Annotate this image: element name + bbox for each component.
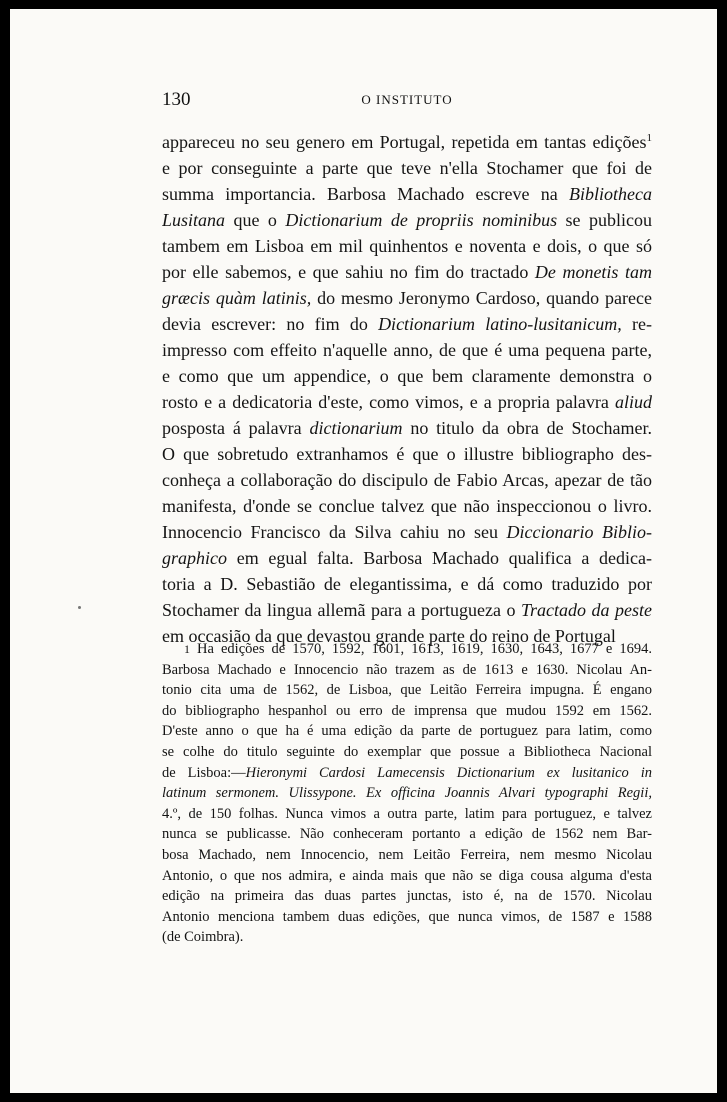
footnote-line: latinum sermonem. Ulissypone. Ex officina Joannis Alvari typographi Regii, <box>162 785 652 802</box>
body-line: impresso com effeito n'aquelle anno, de que é uma pequena parte, <box>162 340 652 360</box>
book-page <box>10 9 717 1093</box>
body-line: manifesta, d'onde se conclue talvez que não inspeccionou o livro. <box>162 496 652 516</box>
footnote-line: 1 Ha edições de 1570, 1592, 1601, 1613, 1619, 1630, 1643, 1677 e 1694. <box>184 641 652 657</box>
body-text <box>162 129 652 649</box>
footnote-line: Antonio menciona tambem duas edições, que nunca vimos, de 1587 e 1588 <box>162 908 652 925</box>
body-line: posposta á palavra dictionarium no titulo da obra de Stochamer. <box>162 418 652 438</box>
body-line: e como que um appendice, o que bem claramente demonstra o <box>162 366 652 386</box>
body-line: summa importancia. Barbosa Machado escreve na Bibliotheca <box>162 184 652 204</box>
body-line: rosto e a dedicatoria d'este, como vimos, e a propria palavra aliud <box>162 392 652 412</box>
running-title: O INSTITUTO <box>361 92 453 107</box>
body-line: graphico em egual falta. Barbosa Machado qualifica a dedica- <box>162 548 652 568</box>
footnotes <box>162 639 652 948</box>
body-line: conheça a collaboração do discipulo de Fabio Arcas, apezar de tão <box>162 470 652 490</box>
footnote-line: 4.º, de 150 folhas. Nunca vimos a outra parte, latim para portuguez, e talvez <box>162 805 652 822</box>
body-line: toria a D. Sebastião de elegantissima, e dá como traduzido por <box>162 574 652 594</box>
footnote-line: (de Coimbra). <box>162 929 244 946</box>
footnote-line: edição na primeira das duas partes junctas, isto é, na de 1570. Nicolau <box>162 888 652 905</box>
body-line: Lusitana que o Dictionarium de propriis nominibus se publicou <box>162 210 652 230</box>
footnote-line: Barbosa Machado e Innocencio não trazem as de 1613 e 1630. Nicolau An- <box>162 661 652 678</box>
footnote-line: nunca se publicasse. Não conheceram portanto a edição de 1562 nem Bar- <box>162 826 652 843</box>
footnote-line: do bibliographo hespanhol ou erro de imprensa que mudou 1592 em 1562. <box>162 702 652 719</box>
footnote-reference: 1 <box>646 132 652 144</box>
body-line: O que sobretudo extranhamos é que o illustre bibliographo des- <box>162 444 652 464</box>
footnote-line: bosa Machado, nem Innocencio, nem Leitão Ferreira, nem mesmo Nicolau <box>162 846 652 863</box>
body-line: devia escrever: no fim do Dictionarium latino-lusitanicum, re- <box>162 314 652 334</box>
footnote-line: de Lisboa:—Hieronymi Cardosi Lamecensis Dictionarium ex lusitanico in <box>162 764 652 781</box>
footnote-line: tonio cita uma de 1562, de Lisboa, que Leitão Ferreira impugna. É engano <box>162 682 652 699</box>
footnote-line: Antonio, o que nos admira, e ainda mais que não se diga cousa alguma d'esta <box>162 867 652 884</box>
page-number: 130 <box>162 89 191 110</box>
body-line: e por conseguinte a parte que teve n'ella Stochamer que foi de <box>162 158 652 178</box>
body-line: por elle sabemos, e que sahiu no fim do tractado De monetis tam <box>162 262 652 282</box>
body-line: appareceu no seu genero em Portugal, repetida em tantas edições$^1$ <box>162 132 652 152</box>
body-line: em occasião da que devastou grande parte do reino de Portugal <box>162 626 616 646</box>
footnote-number: 1 <box>184 642 190 656</box>
footnote-line: se colhe do titulo seguinte do exemplar que possue a Bibliotheca Nacional <box>162 743 652 760</box>
body-line: græcis quàm latinis, do mesmo Jeronymo Cardoso, quando parece <box>162 288 652 308</box>
margin-speck <box>78 606 81 609</box>
body-line: Stochamer da lingua allemã para a portugueza o Tractado da peste <box>162 600 652 620</box>
body-line: Innocencio Francisco da Silva cahiu no seu Diccionario Biblio- <box>162 522 652 542</box>
body-line: tambem em Lisboa em mil quinhentos e noventa e dois, o que só <box>162 236 652 256</box>
footnote-line: D'este anno o que ha é uma edição da parte de portuguez para latim, como <box>162 723 652 740</box>
page-header <box>162 87 652 113</box>
